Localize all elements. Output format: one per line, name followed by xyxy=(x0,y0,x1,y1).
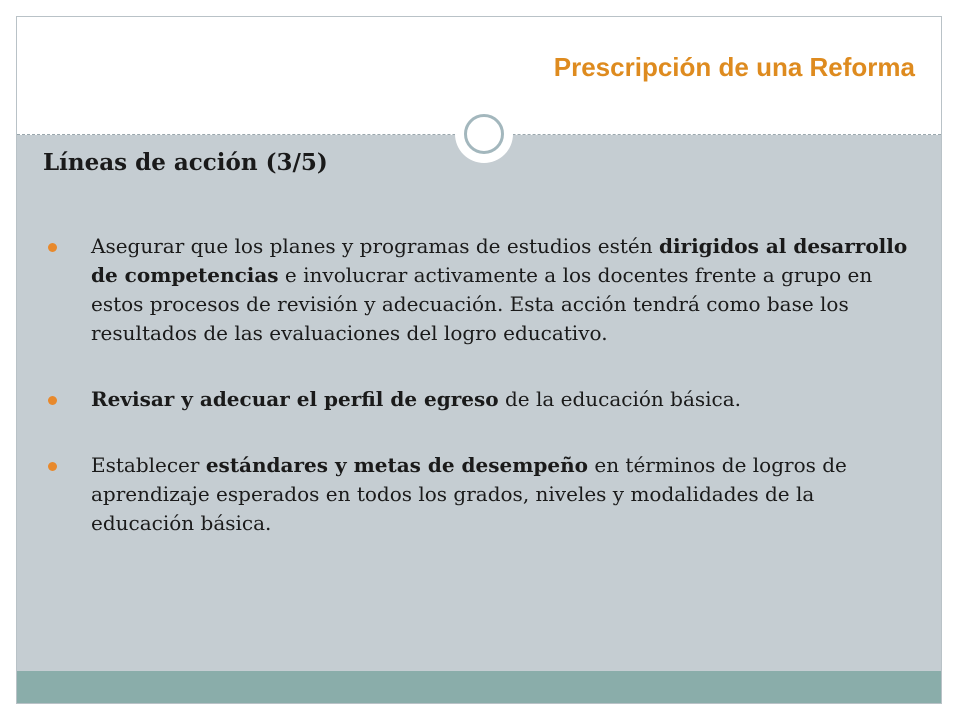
bullet-dot-icon xyxy=(48,396,57,405)
bullet-emphasis: estándares y metas de desempeño xyxy=(205,453,588,477)
bullet-dot-icon xyxy=(48,243,57,252)
bullet-text: e involucrar activamente a los docentes frente a grupo en estos procesos de revisión y adecuación. Esta acción tendrá como base los resultados de las evaluaciones del logro educativo. xyxy=(91,263,873,345)
section-heading xyxy=(43,149,328,176)
bullet-text: Establecer xyxy=(91,453,206,477)
bullet-text: en términos de logros de aprendizaje esperados en todos los grados, niveles y modalidades de la educación básica. xyxy=(91,453,847,535)
slide-title: Prescripción de una Reforma xyxy=(553,52,915,82)
bullet-item xyxy=(43,385,913,414)
bullet-item xyxy=(43,451,913,538)
section-heading-bold: Líneas de acción xyxy=(43,149,258,176)
slide-frame xyxy=(16,16,942,704)
bullet-text: de la educación básica. xyxy=(498,387,742,411)
bullet-list xyxy=(43,232,913,538)
bullet-text: Asegurar que los planes y programas de estudios estén xyxy=(91,234,659,258)
bullet-item xyxy=(43,232,913,348)
bullet-emphasis: Revisar y adecuar el perfil de egreso xyxy=(91,387,499,411)
decorative-ring-icon xyxy=(455,105,513,163)
bullet-emphasis: dirigidos al desarrollo de competencias xyxy=(91,234,908,287)
footer-band xyxy=(17,671,941,704)
section-heading-counter: (3/5) xyxy=(257,149,328,176)
bullet-dot-icon xyxy=(48,462,57,471)
